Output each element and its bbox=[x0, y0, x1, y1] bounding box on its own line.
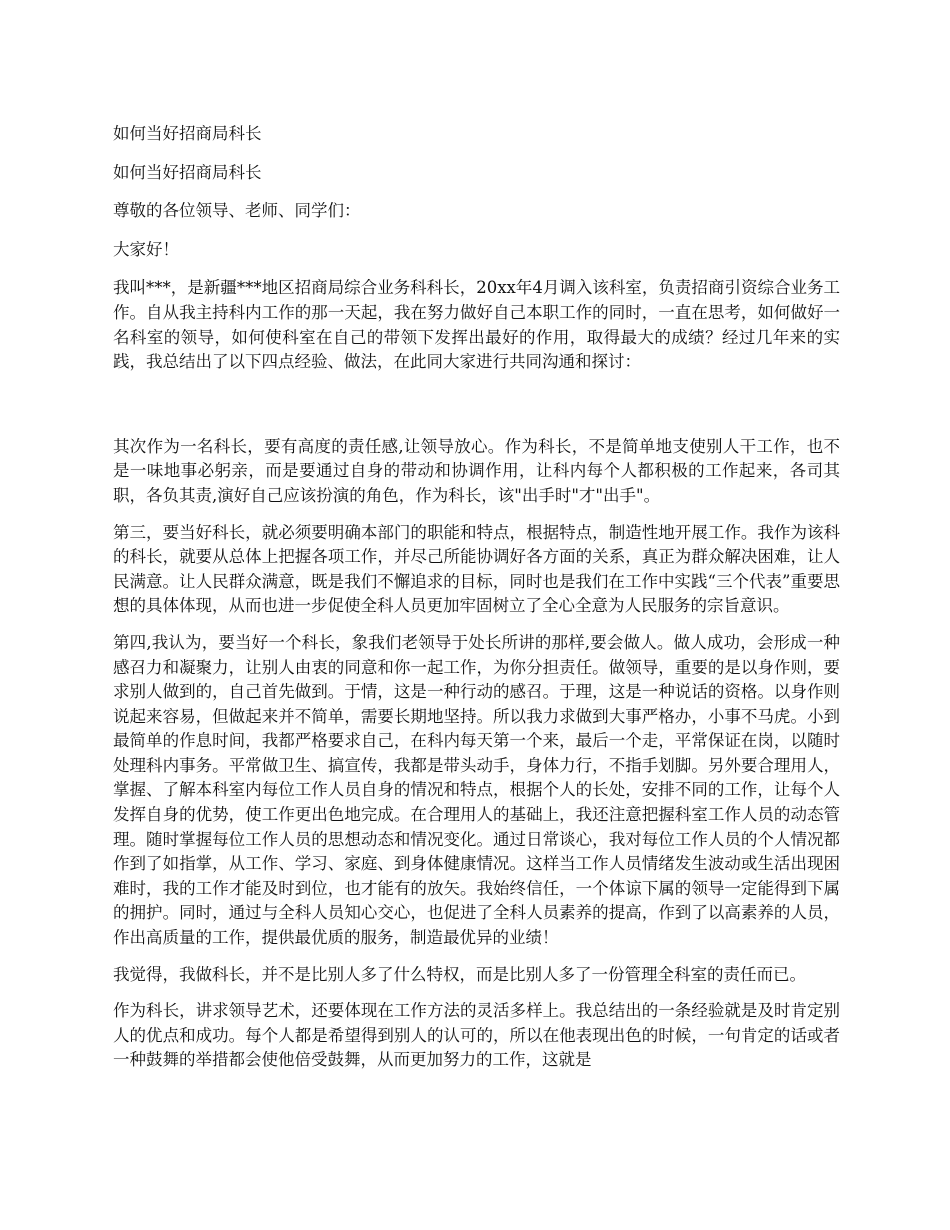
paragraph-third: 第三，要当好科长，就必须要明确本部门的职能和特点，根据特点，制造性地开展工作。我作为该科的科长，就要从总体上把握各项工作，并尽己所能协调好各方面的关系，真正为群众解决困难，让人民满意。让人民群众满意，既是我们不懈追求的目标，同时也是我们在工作中实践“三个代表”重要思想的具体体现，从而也进一步促使全科人员更加牢固树立了全心全意为人民服务的宗旨意识。 bbox=[113, 522, 840, 616]
paragraph-intro: 我叫***，是新疆***地区招商局综合业务科科长，20xx年4月调入该科室，负责招商引资综合业务工作。自从我主持科内工作的那一天起，我在努力做好自己本职工作的同时，一直在思考，如何做好一名科室的领导，如何使科室在自己的带领下发挥出最好的作用，取得最大的成绩？经过几年来的实践，我总结出了以下四点经验、做法，在此同大家进行共同沟通和探讨： bbox=[113, 278, 840, 372]
salutation: 尊敬的各位领导、老师、同学们： bbox=[113, 201, 361, 221]
document-title: 如何当好招商局科长 bbox=[113, 124, 262, 143]
blank-gap bbox=[113, 387, 840, 435]
document-page bbox=[113, 122, 840, 1085]
paragraph-responsibility: 我觉得，我做科长，并不是比别人多了什么特权，而是比别人多了一份管理全科室的责任而已。 bbox=[113, 964, 806, 984]
greeting: 大家好！ bbox=[113, 239, 179, 259]
document-subtitle: 如何当好招商局科长 bbox=[113, 162, 262, 182]
paragraph-leadership-art: 作为科长，讲求领导艺术，还要体现在工作方法的灵活多样上。我总结出的一条经验就是及时肯定别人的优点和成功。每个人都是希望得到别人的认可的，所以在他表现出色的时候，一句肯定的话或者一种鼓舞的举措都会使他倍受鼓舞，从而更加努力的工作，这就是 bbox=[113, 1001, 840, 1070]
paragraph-second: 其次作为一名科长，要有高度的责任感,让领导放心。作为科长，不是简单地支使别人干工作，也不是一味地事必躬亲，而是要通过自身的带动和协调作用，让科内每个人都积极的工作起来，各司其职，各负其责,演好自己应该扮演的角色，作为科长，该"出手时"才"出手"。 bbox=[113, 436, 840, 505]
paragraph-fourth: 第四,我认为，要当好一个科长，象我们老领导于处长所讲的那样,要会做人。做人成功，会形成一种感召力和凝聚力，让别人由衷的同意和你一起工作，为你分担责任。做领导，重要的是以身作则，要求别人做到的，自己首先做到。于情，这是一种行动的感召。于理，这是一种说话的资格。以身作则说起来容易，但做起来并不简单，需要长期地坚持。所以我力求做到大事严格办，小事不马虎。小到最简单的作息时间，我都严格要求自己，在科内每天第一个来，最后一个走，平常保证在岗，以随时处理科内事务。平常做卫生、搞宣传，我都是带头动手，身体力行，不指手划脚。另外要合理用人，掌握、了解本科室内每位工作人员自身的情况和特点，根据个人的长处，安排不同的工作，让每个人发挥自身的优势，使工作更出色地完成。在合理用人的基础上，我还注意把握科室工作人员的动态管理。随时掌握每位工作人员的思想动态和情况变化。通过日常谈心，我对每位工作人员的个人情况都作到了如指掌，从工作、学习、家庭、到身体健康情况。这样当工作人员情绪发生波动或生活出现困难时，我的工作才能及时到位，也才能有的放矢。我始终信任，一个体谅下属的领导一定能得到下属的拥护。同时，通过与全科人员知心交心，也促进了全科人员素养的提高，作到了以高素养的人员，作出高质量的工作，提供最优质的服务，制造最优异的业绩！ bbox=[113, 632, 840, 948]
